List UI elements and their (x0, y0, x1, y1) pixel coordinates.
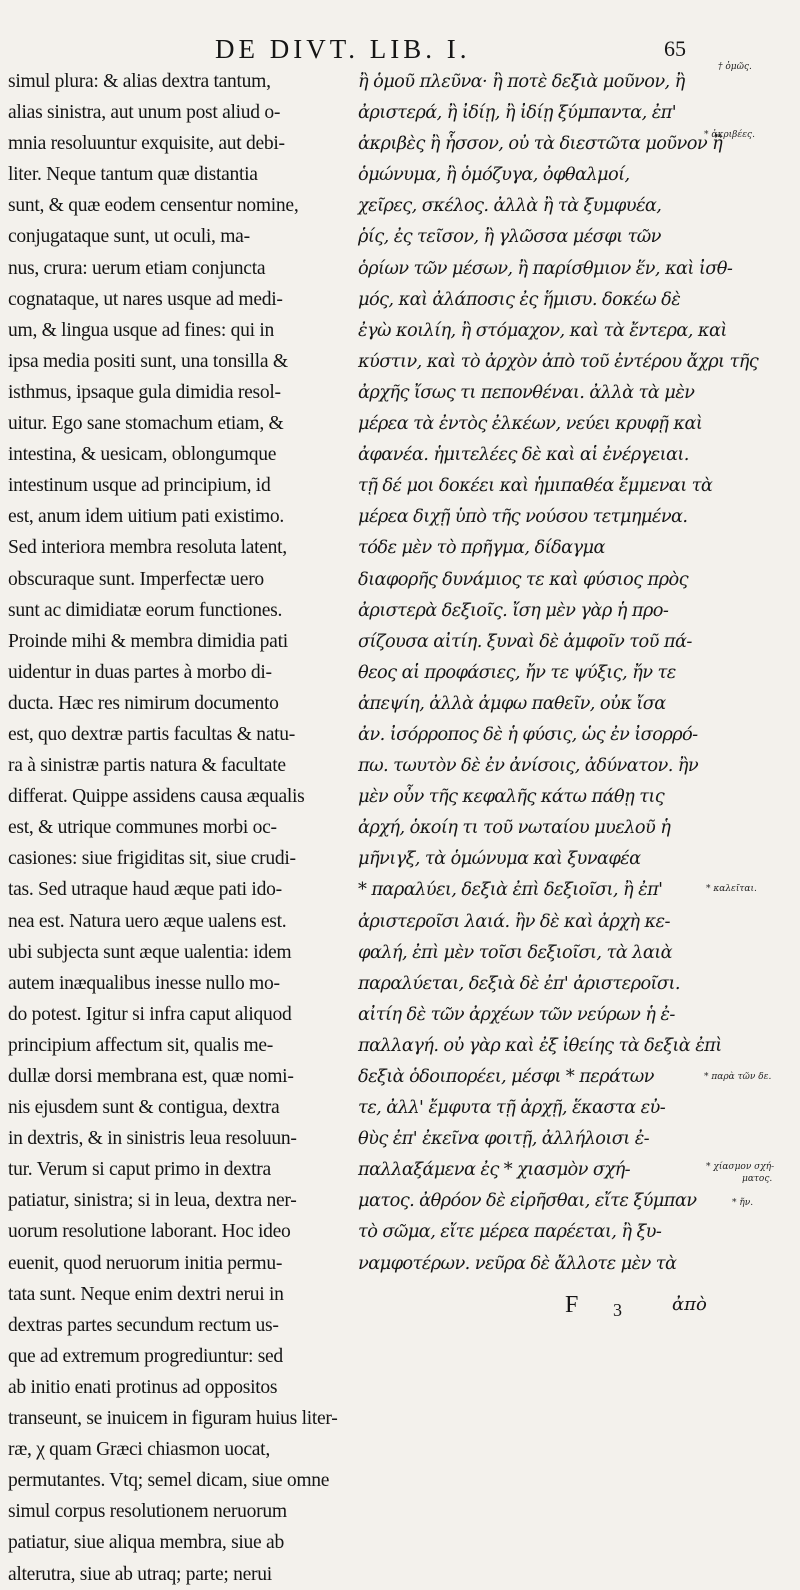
greek-line: ἀρχῆς ἴσως τι πεπονθέναι. ἀλλὰ τὰ μὲν (358, 381, 695, 403)
latin-line: patiatur, siue aliqua membra, siue ab (8, 1532, 284, 1554)
greek-line: τῇ δέ μοι δοκέει καὶ ἡμιπαθέα ἔμμεναι τὰ (358, 475, 713, 497)
greek-line: ἀριστερά, ἢ ἰδίῃ, ἢ ἰδίῃ ξύμπαντα, ἐπ' (358, 102, 677, 124)
greek-line: ὁμώνυμα, ἢ ὁμόζυγα, ὀφθαλμοί, (358, 164, 630, 186)
latin-line: obscuraque sunt. Imperfectæ uero (8, 568, 264, 590)
latin-line: sunt, & quæ eodem censentur nomine, (8, 195, 299, 217)
greek-line: κύστιν, καὶ τὸ ἀρχὸν ἀπὸ τοῦ ἐντέρου ἄχρι τῆς (358, 350, 759, 372)
latin-line: est, quo dextræ partis facultas & natu- (8, 723, 296, 745)
greek-line: * παραλύει, δεξιὰ ἐπὶ δεξιοῖσι, ἢ ἐπ' (358, 879, 663, 901)
greek-line: φαλή, ἐπὶ μὲν τοῖσι δεξιοῖσι, τὰ λαιὰ (358, 941, 673, 963)
greek-line: δεξιὰ ὁδοιπορέει, μέσφι * περάτων (358, 1066, 654, 1087)
greek-line: τε, ἀλλ' ἔμφυτα τῇ ἀρχῇ, ἕκαστα εὐ- (358, 1097, 666, 1119)
latin-line: autem inæqualibus inesse nullo mo- (8, 972, 280, 994)
greek-line: ἀφανέα. ἡμιτελέες δὲ καὶ αἱ ἐνέργειαι. (358, 444, 689, 466)
latin-line: isthmus, ipsaque gula dimidia resol- (8, 381, 281, 403)
latin-line: nus, crura: uerum etiam conjuncta (8, 257, 266, 279)
signature-mark: F (565, 1292, 579, 1318)
latin-line: patiatur, sinistra; si in leua, dextra ner- (8, 1190, 297, 1212)
latin-line: differat. Quippe assidens causa æqualis (8, 786, 305, 808)
greek-line: παλλαξάμενα ἐς * χιασμὸν σχή- (358, 1159, 631, 1181)
latin-line: casiones: siue frigiditas sit, siue crudi- (8, 848, 296, 870)
latin-line: transeunt, se inuicem in figuram huius liter- (8, 1408, 338, 1430)
latin-column (8, 66, 354, 1590)
signature-number: 3 (613, 1300, 622, 1320)
greek-line: τόδε μὲν τὸ πρῆγμα, δίδαγμα (358, 537, 605, 559)
latin-line: intestina, & uesicam, oblongumque (8, 444, 277, 466)
latin-line: mnia resoluuntur exquisite, aut debi- (8, 133, 285, 155)
greek-line: μέρεα τὰ ἐντὸς ἐλκέων, νεύει κρυφῇ καὶ (358, 413, 703, 435)
latin-line: permutantes. Vtq; semel dicam, siue omne (8, 1470, 330, 1492)
greek-line: χεῖρες, σκέλος. ἀλλὰ ἢ τὰ ξυμφυέα, (358, 195, 662, 217)
latin-line: dextras partes secundum rectum us- (8, 1314, 279, 1336)
greek-line: ἀρχή, ὁκοίη τι τοῦ νωταίου μυελοῦ ἡ (358, 817, 671, 839)
margin-note: * παρὰ τῶν δε. (704, 1072, 772, 1082)
latin-line: ræ, χ quam Græci chiasmon uocat, (8, 1439, 270, 1461)
latin-line: uidentur in duas partes à morbo di- (8, 661, 272, 683)
latin-line: uitur. Ego sane stomachum etiam, & (8, 413, 284, 435)
greek-line: ἀκριβὲς ἢ ἧσσον, οὐ τὰ διεστῶτα μοῦνον ἢ (358, 133, 723, 155)
latin-line: nea est. Natura uero æque ualens est. (8, 910, 287, 932)
latin-line: ra à sinistræ partis natura & facultate (8, 755, 286, 777)
latin-line: Proinde mihi & membra dimidia pati (8, 630, 288, 652)
greek-line: ὁρίων τῶν μέσων, ἢ παρίσθμιον ἕν, καὶ ἰσθ- (358, 257, 733, 279)
greek-line: μέρεα διχῇ ὑπὸ τῆς νούσου τετμημένα. (358, 506, 688, 528)
latin-line: tas. Sed utraque haud æque pati ido- (8, 879, 282, 901)
latin-line: intestinum usque ad principium, id (8, 475, 271, 497)
latin-line: tur. Verum si caput primo in dextra (8, 1159, 271, 1181)
latin-line: um, & lingua usque ad fines: qui in (8, 319, 274, 341)
latin-line: ipsa media positi sunt, una tonsilla & (8, 350, 288, 372)
latin-line: principium affectum sit, qualis me- (8, 1034, 274, 1056)
latin-line: simul corpus resolutionem neruorum (8, 1501, 287, 1523)
latin-line: do potest. Igitur si infra caput aliquod (8, 1003, 292, 1025)
greek-line: θεος αἱ προφάσιες, ἤν τε ψύξις, ἤν τε (358, 661, 676, 683)
latin-line: in dextris, & in sinistris leua resoluun- (8, 1128, 297, 1150)
running-head (0, 34, 800, 68)
margin-note: * καλεῖται. (706, 884, 757, 894)
greek-line: τὸ σῶμα, εἴτε μέρεα παρέεται, ἢ ξυ- (358, 1221, 662, 1243)
greek-line: ἢ ὁμοῦ πλεῦνα· ἢ ποτὲ δεξιὰ μοῦνον, ἢ (358, 71, 685, 92)
greek-line: ἀριστεροῖσι λαιά. ἢν δὲ καὶ ἀρχὴ κε- (358, 910, 670, 932)
margin-note: * ἀκριβέες. (704, 130, 755, 140)
latin-line: simul plura: & alias dextra tantum, (8, 71, 271, 92)
greek-line: ματος. ἀθρόον δὲ εἰρῆσθαι, εἴτε ξύμπαν (358, 1190, 697, 1212)
greek-line: ἐγὼ κοιλίη, ἢ στόμαχον, καὶ τὰ ἔντερα, καὶ (358, 319, 727, 341)
greek-line: παραλύεται, δεξιὰ δὲ ἐπ' ἀριστεροῖσι. (358, 972, 680, 994)
greek-line: ἀπεψίη, ἀλλὰ ἀμφω παθεῖν, οὐκ ἴσα (358, 692, 666, 714)
catchword: ἀπὸ (672, 1294, 707, 1315)
latin-line: que ad extremum progrediuntur: sed (8, 1345, 283, 1367)
latin-line: ducta. Hæc res nimirum documento (8, 692, 279, 714)
latin-line: ubi subjecta sunt æque ualentia: idem (8, 941, 292, 963)
latin-line: nis ejusdem sunt & contigua, dextra (8, 1097, 280, 1119)
greek-line: ἀν. ἰσόρροπος δὲ ἡ φύσις, ὡς ἐν ἰσορρό- (358, 723, 698, 745)
greek-line: διαφορῆς δυνάμιος τε καὶ φύσιος πρὸς (358, 568, 688, 590)
greek-line: μῆνιγξ, τὰ ὁμώνυμα καὶ ξυναφέα (358, 848, 641, 870)
greek-line: μός, καὶ ἀλάποσις ἐς ἥμισυ. δοκέω δὲ (358, 288, 681, 310)
latin-line: alterutra, siue ab utraq; parte; nerui (8, 1563, 272, 1585)
greek-line: σίζουσα αἰτίη. ξυναὶ δὲ ἀμφοῖν τοῦ πά- (358, 630, 692, 652)
latin-line: euenit, quod neruorum initia permu- (8, 1252, 283, 1274)
latin-line: dullæ dorsi membrana est, quæ nomi- (8, 1066, 294, 1087)
greek-line: ἀριστερὰ δεξιοῖς. ἴση μὲν γὰρ ἡ προ- (358, 599, 669, 621)
latin-line: alias sinistra, aut unum post aliud o- (8, 102, 281, 124)
page-number: 65 (664, 36, 686, 61)
running-title: DE DIVT. LIB. I. (215, 34, 471, 64)
greek-line: μὲν οὖν τῆς κεφαλῆς κάτω πάθῃ τις (358, 786, 665, 808)
latin-line: ab initio enati protinus ad oppositos (8, 1376, 278, 1398)
greek-line: ῥίς, ἐς τεῖσον, ἢ γλῶσσα μέσφι τῶν (358, 226, 661, 248)
margin-note: † ὁμῶς. (718, 62, 752, 72)
latin-line: cognataque, ut nares usque ad medi- (8, 288, 283, 310)
greek-line: πω. τωυτὸν δὲ ἐν ἀνίσοις, ἀδύνατον. ἢν (358, 755, 699, 777)
margin-note: ματος. (742, 1174, 773, 1184)
greek-line: ναμφοτέρων. νεῦρα δὲ ἄλλοτε μὲν τὰ (358, 1252, 677, 1274)
latin-line: est, anum idem uitium pati existimo. (8, 506, 284, 528)
greek-line: παλλαγή. οὐ γὰρ καὶ ἐξ ἰθείης τὰ δεξιὰ ἐπὶ (358, 1034, 722, 1056)
latin-line: sunt ac dimidiatæ eorum functiones. (8, 599, 283, 621)
latin-line: tata sunt. Neque enim dextri nerui in (8, 1283, 284, 1305)
greek-line: αἰτίη δὲ τῶν ἀρχέων τῶν νεύρων ἡ ἐ- (358, 1003, 675, 1025)
latin-line: uorum resolutione laborant. Hoc ideo (8, 1221, 291, 1243)
margin-note: * χίασμον σχή- (706, 1162, 775, 1172)
latin-line: Sed interiora membra resoluta latent, (8, 537, 287, 559)
margin-note: * ἤν. (732, 1198, 754, 1208)
latin-line: liter. Neque tantum quæ distantia (8, 164, 258, 186)
latin-line: est, & utrique communes morbi oc- (8, 817, 277, 839)
latin-line: conjugataque sunt, ut oculi, ma- (8, 226, 250, 248)
greek-line: θὺς ἐπ' ἐκεῖνα φοιτῇ, ἀλλήλοισι ἐ- (358, 1128, 650, 1150)
